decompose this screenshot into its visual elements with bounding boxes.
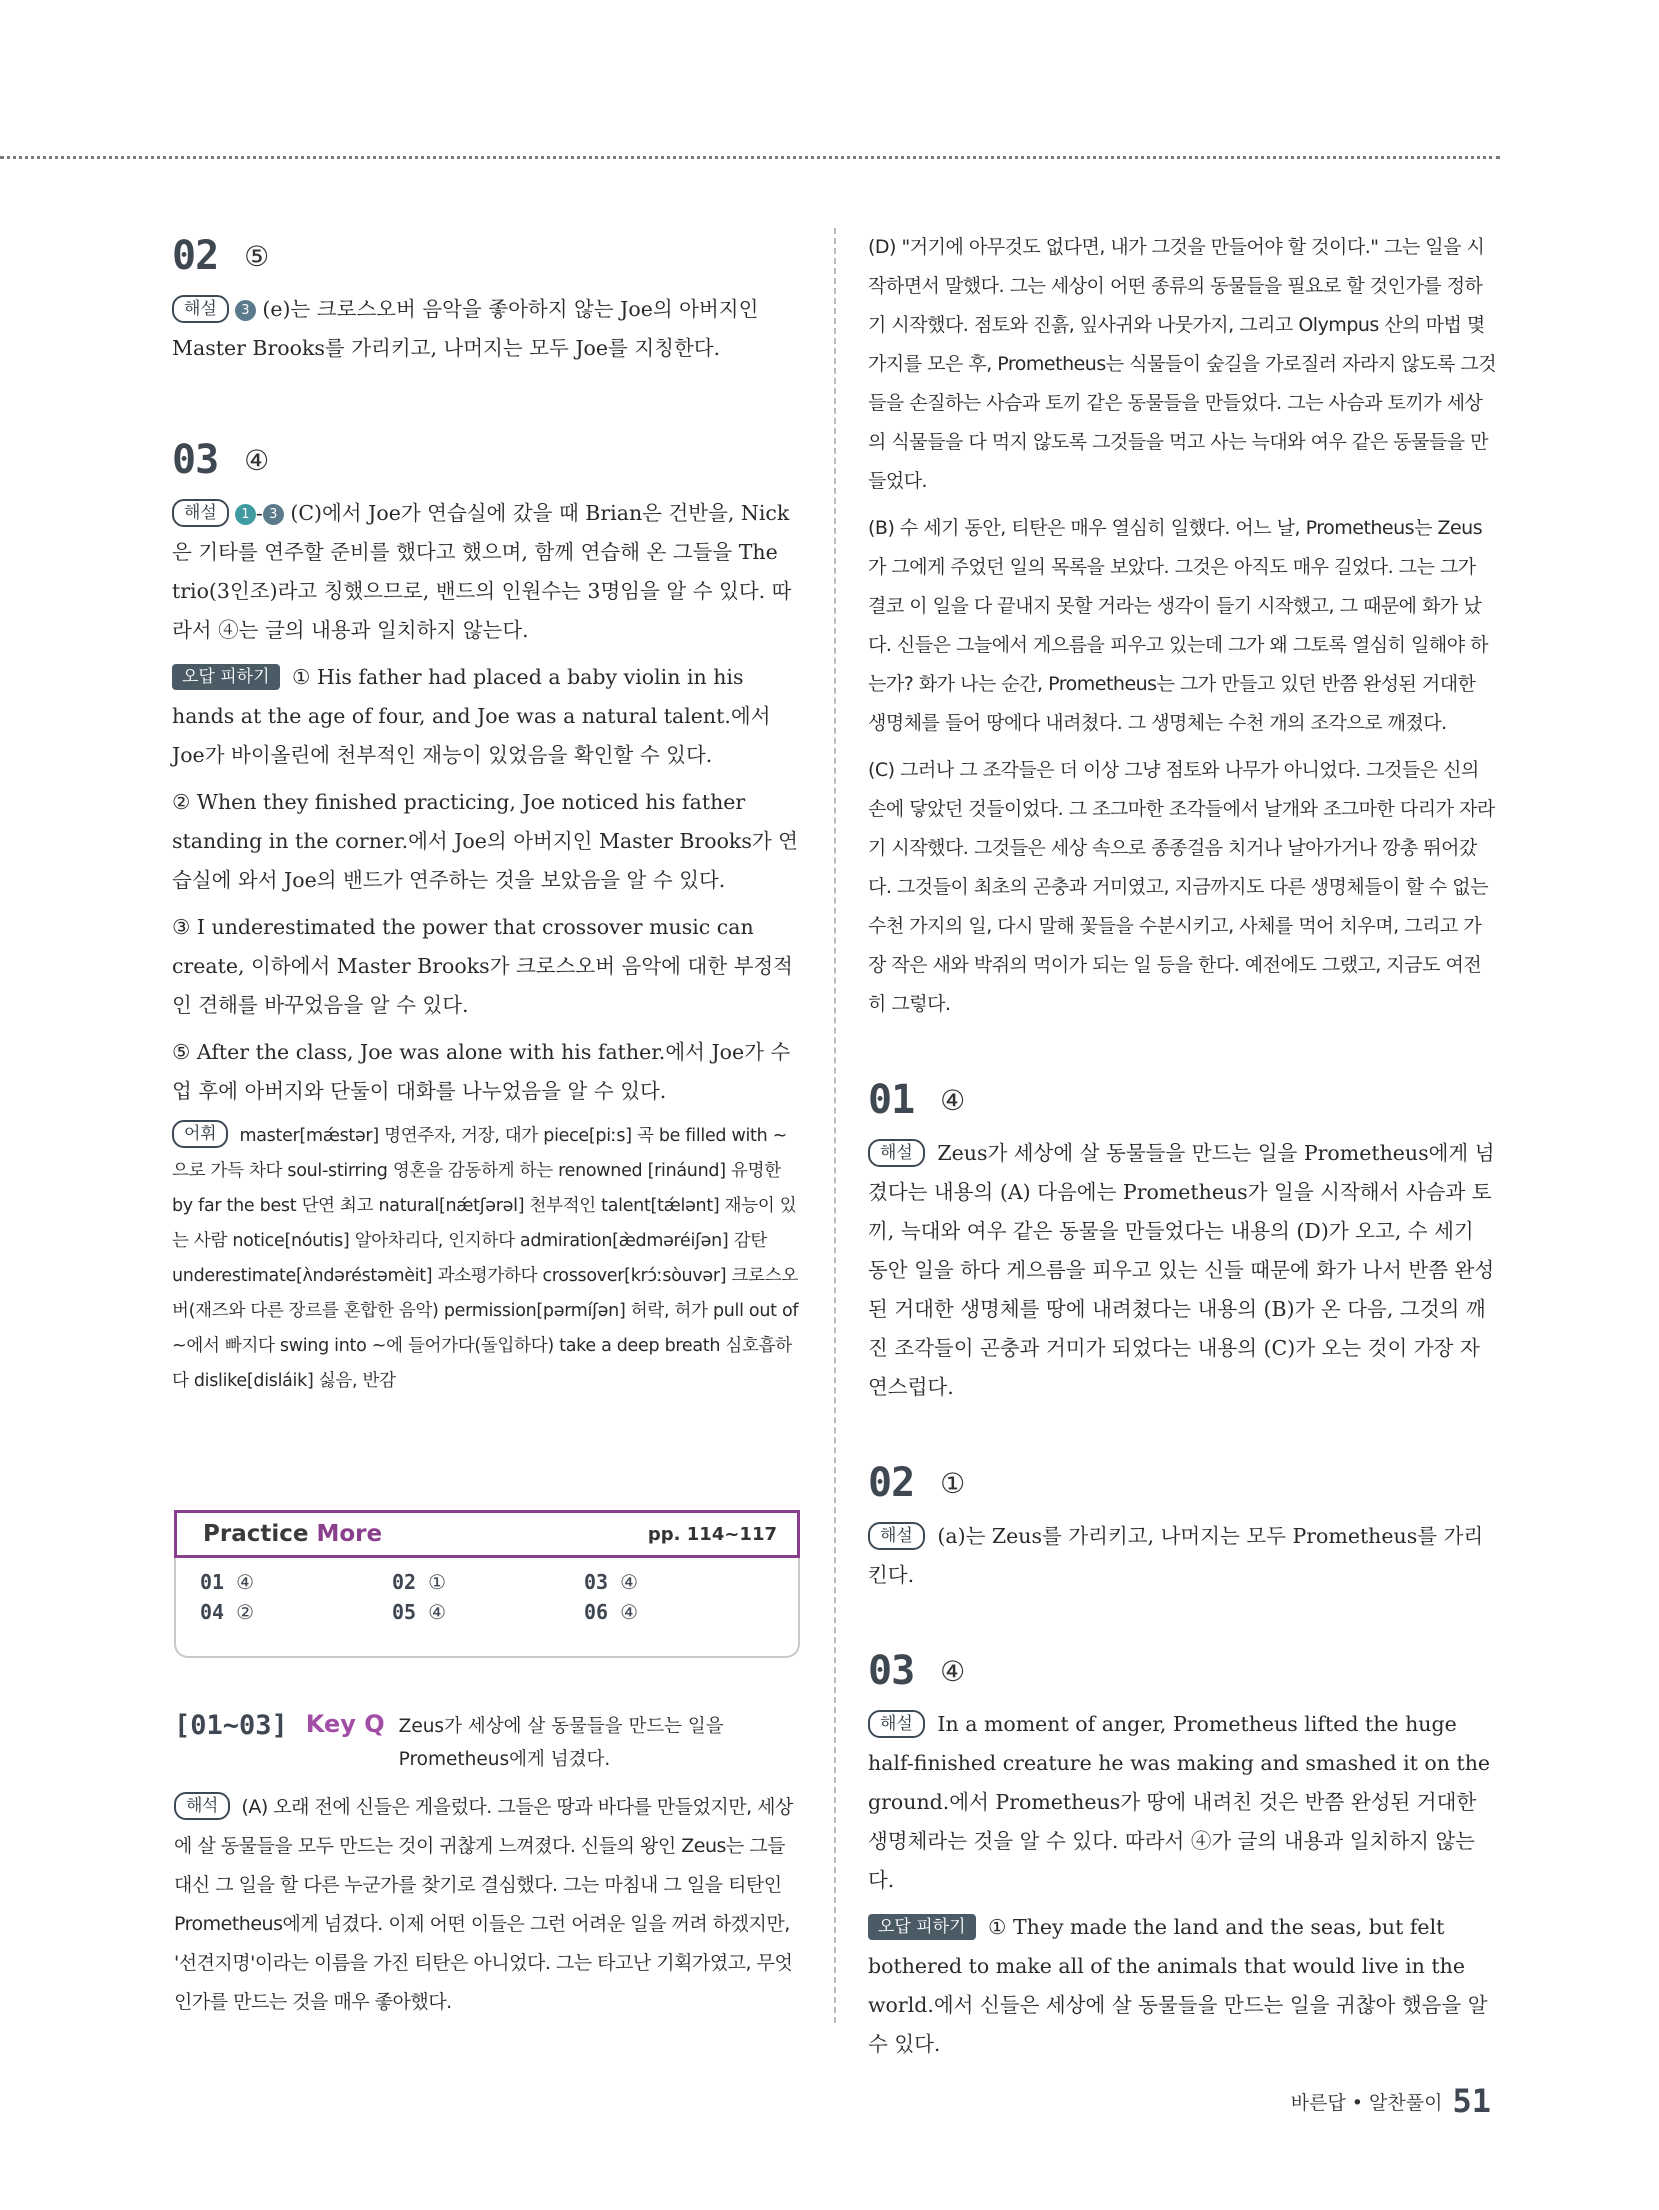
explanation-tag: 해설 xyxy=(868,1522,925,1550)
translation-paragraph-c: (C) 그러나 그 조각들은 더 이상 그냥 점토와 나무가 아니었다. 그것들은 신의 손에 닿았던 것들이었다. 그 조그마한 조각들에서 날개와 조그마한 다리가 자라기 시작했다. 그것들은 세상 속으로 종종걸음 치거나 날아가거나 깡총 뛰어갔다. 그것들이 최초의 곤충과 거미였고, 지금까지도 다른 생명체들이 할 수 없는 수천 가지의 일, 다시 말해 꽃들을 수분시키고, 사체를 먹어 치우며, 그리고 가장 작은 새와 박쥐의 먹이가 되는 일 등을 한다. 예전에도 그랬고, 지금도 여전히 그렇다. xyxy=(868,759,1495,1015)
left-column xyxy=(172,228,800,1407)
explanation-text: (C)에서 Joe가 연습실에 갔을 때 Brian은 건반을, Nick은 기타를 연주할 준비를 했다고 했으며, 함께 연습해 온 그들을 The trio(3인조)라고 칭했으므로, 밴드의 인원수는 3명임을 알 수 있다. 따라서 ④는 글의 내용과 일치하지 않는다. xyxy=(172,501,792,642)
vocabulary-list xyxy=(172,1119,800,1399)
item-answer: ① xyxy=(428,1570,447,1594)
vocabulary-tag: 어휘 xyxy=(172,1120,228,1148)
step-badge: 1 xyxy=(235,504,256,525)
wrong-answer-tag: 오답 피하기 xyxy=(868,1914,976,1940)
key-question-row xyxy=(174,1710,800,1776)
page-number: 51 xyxy=(1452,2082,1491,2120)
key-q-label: Key Q xyxy=(305,1710,385,1738)
answer-mark: ④ xyxy=(940,1654,966,1688)
step-range-separator: - xyxy=(255,501,263,525)
question-number: 02 xyxy=(172,233,219,279)
translation-text: (A) 오래 전에 신들은 게을렀다. 그들은 땅과 바다를 만들었지만, 세상에 살 동물들을 모두 만드는 것이 귀찮게 느껴졌다. 신들의 왕인 Zeus는 그들 대신 그 일을 할 다른 누군가를 찾기로 결심했다. 그는 마침내 그 일을 티탄인 Prometheus에게 넘겼다. 이제 어떤 이들은 그런 어려운 일을 꺼려 하겠지만, '선견지명'이라는 이름을 가진 티탄은 아니었다. 그는 타고난 기획가였고, 무엇인가를 만드는 것을 매우 좋아했다. xyxy=(174,1796,793,2013)
question-number: 02 xyxy=(868,1460,915,1506)
practice-more-title xyxy=(203,1521,382,1547)
explanation-tag: 해설 xyxy=(172,295,229,323)
answer-grid xyxy=(200,1570,772,1624)
item-answer: ② xyxy=(236,1600,255,1624)
explanation-paragraph xyxy=(868,1517,1498,1595)
item-number: 04 xyxy=(200,1600,225,1624)
item-answer: ④ xyxy=(428,1600,447,1624)
answer-block-02 xyxy=(172,228,800,368)
answer-block-02 xyxy=(868,1455,1498,1595)
explanation-tag: 해설 xyxy=(868,1139,925,1167)
wrong-answer-note xyxy=(172,658,800,775)
right-column xyxy=(868,228,1498,2072)
spacer xyxy=(868,1415,1498,1455)
wrong-answer-note: ③ I underestimated the power that crossover music can create, 이하에서 Master Brooks가 크로스오버 음악에 대한 부정적인 견해를 바꾸었음을 알 수 있다. xyxy=(172,915,793,1017)
item-number: 03 xyxy=(584,1570,609,1594)
wrong-answer-note xyxy=(868,1908,1498,2064)
item-answer: ④ xyxy=(236,1570,255,1594)
key-q-text: Zeus가 세상에 살 동물들을 만드는 일을 Prometheus에게 넘겼다. xyxy=(398,1716,724,1770)
question-header xyxy=(868,1643,1498,1699)
translation-paragraph-b: (B) 수 세기 동안, 티탄은 매우 열심히 일했다. 어느 날, Prometheus는 Zeus가 그에게 주었던 일의 목록을 보았다. 그것은 아직도 매우 길었다. 그는 그가 결코 이 일을 다 끝내지 못할 거라는 생각이 들기 시작했고, 그 때문에 화가 났다. 신들은 그늘에서 게으름을 피우고 있는데 그가 왜 그토록 열심히 일해야 하는가? 화가 나는 순간, Prometheus는 그가 만들고 있던 반쯤 완성된 거대한 생명체를 들어 땅에다 내려쳤다. 그 생명체는 수천 개의 조각으로 깨졌다. xyxy=(868,517,1488,734)
item-number: 02 xyxy=(392,1570,417,1594)
answer-block-03 xyxy=(172,432,800,1399)
column-divider xyxy=(834,228,836,2023)
answer-block-03 xyxy=(868,1643,1498,2064)
practice-answer xyxy=(200,1570,392,1594)
wrong-answer-text: ① They made the land and the seas, but felt bothered to make all of the animals that would live in the world.에서 신들은 세상에 살 동물들을 만드는 일을 귀찮아 했음을 알 수 있다. xyxy=(868,1915,1488,2056)
practice-answer xyxy=(392,1570,584,1594)
question-header xyxy=(868,1455,1498,1511)
explanation-tag: 해설 xyxy=(868,1710,925,1738)
practice-answer xyxy=(392,1600,584,1624)
practice-answer xyxy=(200,1600,392,1624)
page-footer xyxy=(1291,2082,1491,2120)
question-header xyxy=(172,228,800,284)
explanation-text: (e)는 크로스오버 음악을 좋아하지 않는 Joe의 아버지인 Master Brooks를 가리키고, 나머지는 모두 Joe를 지칭한다. xyxy=(172,297,759,360)
translation-tag: 해석 xyxy=(174,1792,230,1820)
wrong-answer-note: ② When they finished practicing, Joe noticed his father standing in the corner.에서 Joe의 아버지인 Master Brooks가 연습실에 와서 Joe의 밴드가 연주하는 것을 보았음을 알 수 있다. xyxy=(172,790,798,892)
explanation-tag: 해설 xyxy=(172,499,229,527)
item-number: 05 xyxy=(392,1600,417,1624)
item-number: 06 xyxy=(584,1600,609,1624)
top-dotted-rule xyxy=(0,156,1500,159)
explanation-paragraph xyxy=(868,1705,1498,1900)
wrong-answer-tag: 오답 피하기 xyxy=(172,664,280,690)
practice-more-answers xyxy=(174,1558,800,1658)
explanation-paragraph xyxy=(868,1134,1498,1407)
item-number: 01 xyxy=(200,1570,225,1594)
explanation-text: In a moment of anger, Prometheus lifted the huge half-finished creature he was making and smashed it on the ground.에서 Prometheus가 땅에 내려친 것은 반쯤 완성된 거대한 생명체라는 것을 알 수 있다. 따라서 ④가 글의 내용과 일치하지 않는다. xyxy=(868,1712,1491,1892)
vocabulary-text: master[mǽstər] 명연주자, 거장, 대가 piece[piːs] 곡 be filled with ~으로 가득 차다 soul-stirring 영혼을 감동하게 하는 renowned [rináund] 유명한 by far the best 단연 최고 natural[nǽtʃərəl] 천부적인 talent[tǽlənt] 재능이 있는 사람 notice[nóutis] 알아차리다, 인지하다 admiration[æ̀dməréiʃən] 감탄 underestimate[ʌ̀ndəréstəmèit] 과소평가하다 crossover[krɔ́ːsòuvər] 크로스오버(재즈와 다른 장르를 혼합한 음악) permission[pərmíʃən] 허락, 허가 pull out of ~에서 빠지다 swing into ~에 들어가다(돌입하다) take a deep breath 심호흡하다 dislike[disláik] 싫음, 반감 xyxy=(172,1126,799,1391)
translation-paragraph xyxy=(174,1788,800,2022)
practice-more-header xyxy=(174,1510,800,1558)
explanation-text: (a)는 Zeus를 가리키고, 나머지는 모두 Prometheus를 가리킨다. xyxy=(868,1524,1484,1587)
practice-more-box xyxy=(174,1510,800,1660)
answer-mark: ① xyxy=(940,1466,966,1500)
explanation-paragraph xyxy=(172,494,800,650)
question-header xyxy=(172,432,800,488)
spacer xyxy=(868,1032,1498,1072)
more-title-word: More xyxy=(316,1521,383,1547)
book-title: 바른답 • 알찬풀이 xyxy=(1290,2091,1443,2114)
explanation-text: Zeus가 세상에 살 동물들을 만드는 일을 Prometheus에게 넘겼다는 내용의 (A) 다음에는 Prometheus가 일을 시작해서 사슴과 토끼, 늑대와 여우 같은 동물을 만들었다는 내용의 (D)가 오고, 수 세기 동안 일을 하다 게으름을 피우고 있는 신들 때문에 화가 나서 반쯤 완성된 거대한 생명체를 땅에 내려쳤다는 내용의 (B)가 온 다음, 그것의 깨진 조각들이 곤충과 거미가 되었다는 내용의 (C)가 오는 것이 가장 자연스럽다. xyxy=(868,1141,1495,1399)
step-badge: 3 xyxy=(263,504,284,525)
explanation-paragraph xyxy=(172,290,800,368)
answer-mark: ④ xyxy=(940,1083,966,1117)
practice-answer xyxy=(584,1570,776,1594)
answer-mark: ⑤ xyxy=(244,239,270,273)
practice-answer xyxy=(584,1600,776,1624)
step-badge: 3 xyxy=(235,300,256,321)
answer-block-01 xyxy=(868,1072,1498,1407)
item-answer: ④ xyxy=(620,1570,639,1594)
spacer xyxy=(172,376,800,432)
question-number: 01 xyxy=(868,1077,915,1123)
key-question-block xyxy=(174,1710,800,2030)
wrong-answer-text: ① His father had placed a baby violin in his hands at the age of four, and Joe was a natural talent.에서 Joe가 바이올린에 천부적인 재능이 있었음을 확인할 수 있다. xyxy=(172,665,771,767)
practice-title-word: Practice xyxy=(203,1521,309,1547)
item-answer: ④ xyxy=(620,1600,639,1624)
translation-paragraph-d: (D) "거기에 아무것도 없다면, 내가 그것을 만들어야 할 것이다." 그는 일을 시작하면서 말했다. 그는 세상이 어떤 종류의 동물들을 필요로 할 것인가를 정하기 시작했다. 점토와 진흙, 잎사귀와 나뭇가지, 그리고 Olympus 산의 마법 몇 가지를 모은 후, Prometheus는 식물들이 숲길을 가로질러 자라지 않도록 그것들을 손질하는 사슴과 토끼 같은 동물들을 만들었다. 그는 사슴과 토끼가 세상의 식물들을 다 먹지 않도록 그것들을 먹고 사는 늑대와 여우 같은 동물들을 만들었다. xyxy=(868,236,1497,492)
spacer xyxy=(868,1603,1498,1643)
question-number: 03 xyxy=(172,437,219,483)
page-range: pp. 114~117 xyxy=(647,1523,777,1545)
wrong-answer-note: ⑤ After the class, Joe was alone with his father.에서 Joe가 수업 후에 아버지와 단둘이 대화를 나누었음을 알 수 있다. xyxy=(172,1040,791,1103)
question-header xyxy=(868,1072,1498,1128)
answer-mark: ④ xyxy=(244,443,270,477)
question-range: [01~03] xyxy=(174,1710,288,1741)
question-number: 03 xyxy=(868,1648,915,1694)
